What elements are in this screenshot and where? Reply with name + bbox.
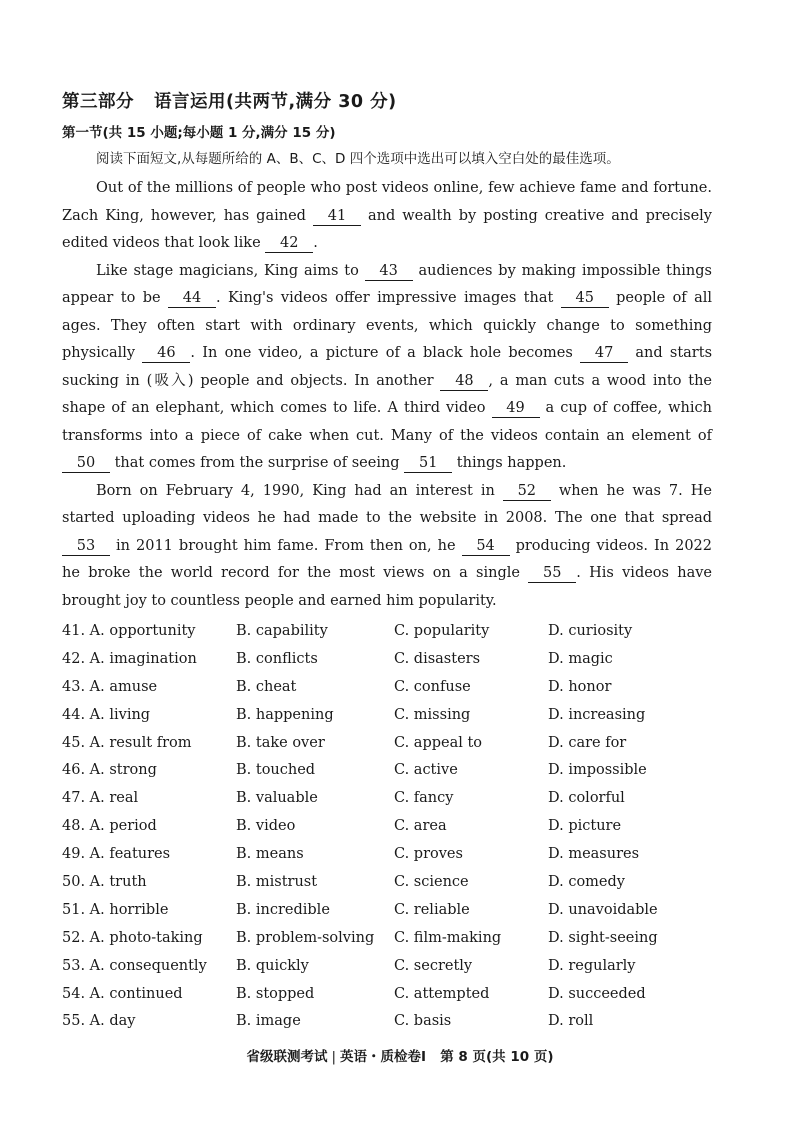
passage-paragraph-2 [62,258,712,478]
option-a: 50. A. truth [62,873,147,890]
option-c: C. appeal to [394,734,483,751]
passage-text: that comes from the surprise of seeing [110,455,405,471]
option-d: D. sight-seeing [548,929,658,946]
option-b: B. stopped [236,985,315,1002]
option-a: 49. A. features [62,846,171,863]
option-d: D. succeeded [548,985,646,1002]
passage-text: producing videos. In 2022 he broke the world record for the most views on a single [62,537,712,581]
passage-text: and starts sucking in (吸入) people and objects. In another [62,345,713,389]
question-row [62,756,712,784]
option-b: B. touched [236,762,316,779]
question-row [62,673,712,701]
passage-text: a cup of coffee, which transforms into a piece of cake when cut. Many of the videos contain an element of [62,400,712,444]
question-row [62,812,712,840]
option-b: B. capability [236,622,328,639]
exam-page [62,88,712,1035]
blank-53: 53 [62,537,110,556]
option-b: B. mistrust [236,873,318,890]
passage-text: audiences by making impossible things appear to be [62,262,712,306]
option-a: 46. A. strong [62,762,157,779]
passage-text: and wealth by posting creative and precisely edited videos that look like [62,207,712,251]
blank-55: 55 [528,564,576,583]
option-c: C. science [394,873,469,890]
question-row [62,868,712,896]
passage-text: . [313,235,318,251]
passage-text: Born on February 4, 1990, King had an interest in [96,482,503,499]
option-c: C. basis [394,1013,452,1030]
option-b: B. happening [236,706,334,723]
option-d: D. roll [548,1013,594,1030]
blank-54: 54 [462,537,510,556]
passage-text: . His videos have brought joy to countless people and earned him popularity. [62,565,713,609]
option-d: D. impossible [548,762,647,779]
option-b: B. valuable [236,790,318,807]
option-a: 44. A. living [62,706,151,723]
option-a: 52. A. photo-taking [62,929,203,946]
instruction-text: 阅读下面短文,从每题所给的 A、B、C、D 四个选项中选出可以填入空白处的最佳选项。 [96,151,620,167]
option-c: C. reliable [394,901,470,918]
blank-49: 49 [492,399,540,418]
option-a: 43. A. amuse [62,678,158,695]
passage-text: in 2011 brought him fame. From then on, he [110,537,462,554]
option-c: C. area [394,818,447,835]
option-c: C. film-making [394,929,502,946]
blank-46: 46 [142,344,190,363]
question-row [62,980,712,1008]
passage-text: when he was 7. He started uploading videos he had made to the website in 2008. The one that spread [62,482,713,526]
passage-paragraph-3 [62,478,712,616]
question-row [62,617,712,645]
blank-43: 43 [365,262,413,281]
blank-42: 42 [265,234,313,253]
option-d: D. honor [548,678,612,695]
section-title: 第一节(共 15 小题;每小题 1 分,满分 15 分) [62,125,336,141]
option-a: 45. A. result from [62,734,192,751]
option-c: C. proves [394,846,463,863]
option-b: B. take over [236,734,325,751]
question-row [62,701,712,729]
option-b: B. image [236,1013,301,1030]
option-b: B. quickly [236,957,309,974]
passage-text: . In one video, a picture of a black hole becomes [190,345,581,361]
question-row [62,645,712,673]
page-footer [0,1045,800,1065]
option-d: D. colorful [548,790,625,807]
passage-text: Out of the millions of people who post videos online, few achieve fame and fortune. Zach King, however, has gained [62,180,712,224]
option-c: C. confuse [394,678,471,695]
option-a: 53. A. consequently [62,957,207,974]
blank-41: 41 [313,207,361,226]
subject-name: 英语・质检卷Ⅰ [340,1049,427,1065]
passage-paragraph-1 [62,175,712,258]
option-c: C. fancy [394,790,454,807]
option-a: 54. A. continued [62,985,183,1002]
option-d: D. increasing [548,706,646,723]
passage-text: . King's videos offer impressive images that [215,290,561,306]
question-row [62,896,712,924]
question-row [62,784,712,812]
option-b: B. cheat [236,678,297,695]
footer-separator: | [331,1049,337,1065]
option-d: D. measures [548,846,640,863]
option-d: D. care for [548,734,627,751]
option-a: 48. A. period [62,818,157,835]
option-c: C. secretly [394,957,473,974]
passage-text: Like stage magicians, King aims to [96,262,365,279]
option-c: C. disasters [394,650,481,667]
option-b: B. incredible [236,901,330,918]
blank-48: 48 [440,372,488,391]
option-d: D. magic [548,650,613,667]
question-options [62,617,712,1035]
option-a: 47. A. real [62,790,139,807]
question-row [62,729,712,757]
option-c: C. popularity [394,622,490,639]
passage-text: , a man cuts a wood into the shape of an elephant, which comes to life. A third video [62,372,713,416]
option-d: D. comedy [548,873,625,890]
option-a: 41. A. opportunity [62,622,196,639]
option-d: D. picture [548,818,622,835]
option-b: B. conflicts [236,650,318,667]
part-title: 语言运用(共两节,满分 30 分) [154,92,397,112]
blank-44: 44 [168,289,216,308]
page-number: 第 8 页(共 10 页) [440,1049,554,1065]
passage-text: things happen. [452,455,567,471]
option-b: B. problem-solving [236,929,375,946]
option-b: B. video [236,818,296,835]
blank-52: 52 [503,482,551,501]
question-row [62,924,712,952]
option-c: C. active [394,762,458,779]
passage-text: people of all ages. They often start with ordinary events, which quickly change to something physically [62,290,712,361]
exam-name: 省级联测考试 [246,1049,328,1065]
question-row [62,1007,712,1035]
option-d: D. curiosity [548,622,633,639]
option-b: B. means [236,846,304,863]
blank-45: 45 [561,289,609,308]
blank-50: 50 [62,454,110,473]
blank-51: 51 [404,454,452,473]
blank-47: 47 [580,344,628,363]
option-a: 51. A. horrible [62,901,169,918]
option-d: D. regularly [548,957,636,974]
question-row [62,840,712,868]
part-label: 第三部分 [62,92,134,112]
option-a: 42. A. imagination [62,650,197,667]
option-c: C. missing [394,706,471,723]
question-row [62,952,712,980]
option-d: D. unavoidable [548,901,658,918]
option-a: 55. A. day [62,1013,136,1030]
part-heading [62,88,712,113]
option-c: C. attempted [394,985,490,1002]
